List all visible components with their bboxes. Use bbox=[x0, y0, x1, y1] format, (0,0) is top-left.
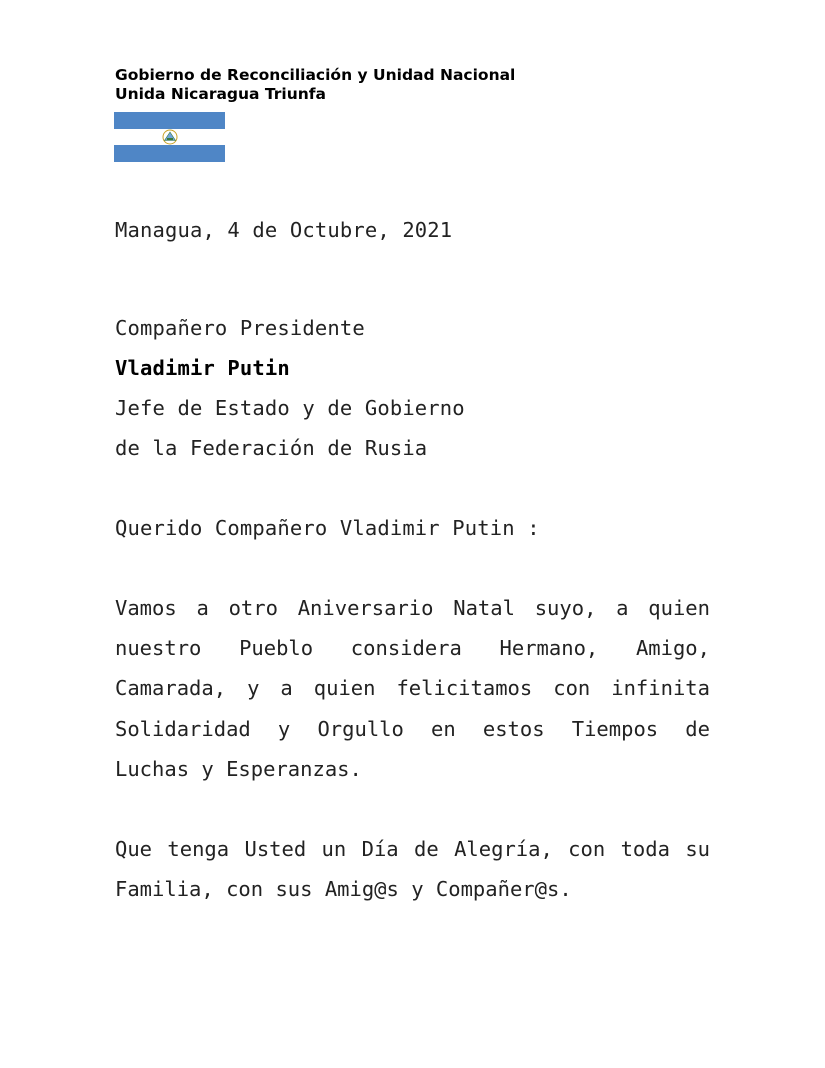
paragraph-line: Solidaridad y Orgullo en estos Tiempos de bbox=[115, 716, 710, 741]
paragraph-line: Camarada, y a quien felicitamos con infinita bbox=[115, 676, 710, 701]
paragraph-line: nuestro Pueblo considera Hermano, Amigo, bbox=[115, 636, 710, 661]
recipient-title: Compañero Presidente bbox=[115, 316, 365, 340]
letterhead-government-name: Gobierno de Reconciliación y Unidad Nacional bbox=[115, 66, 516, 84]
letterhead-slogan: Unida Nicaragua Triunfa bbox=[115, 85, 327, 103]
letter-greeting: Querido Compañero Vladimir Putin : bbox=[115, 516, 540, 540]
recipient-name: Vladimir Putin bbox=[115, 356, 290, 380]
paragraph-line: Vamos a otro Aniversario Natal suyo, a quien bbox=[115, 596, 710, 620]
recipient-role-line-1: Jefe de Estado y de Gobierno bbox=[115, 396, 465, 420]
paragraph-line: Familia, con sus Amig@s y Compañer@s. bbox=[115, 877, 572, 902]
letterhead bbox=[115, 66, 515, 104]
nicaragua-flag-icon bbox=[114, 112, 225, 162]
recipient-role-line-2: de la Federación de Rusia bbox=[115, 436, 428, 460]
body-paragraph-2 bbox=[115, 829, 710, 909]
body-paragraph-1 bbox=[115, 588, 710, 789]
paragraph-line: Que tenga Usted un Día de Alegría, con toda su bbox=[115, 837, 710, 861]
paragraph-line: Luchas y Esperanzas. bbox=[115, 756, 362, 781]
letter-date: Managua, 4 de Octubre, 2021 bbox=[115, 218, 453, 242]
